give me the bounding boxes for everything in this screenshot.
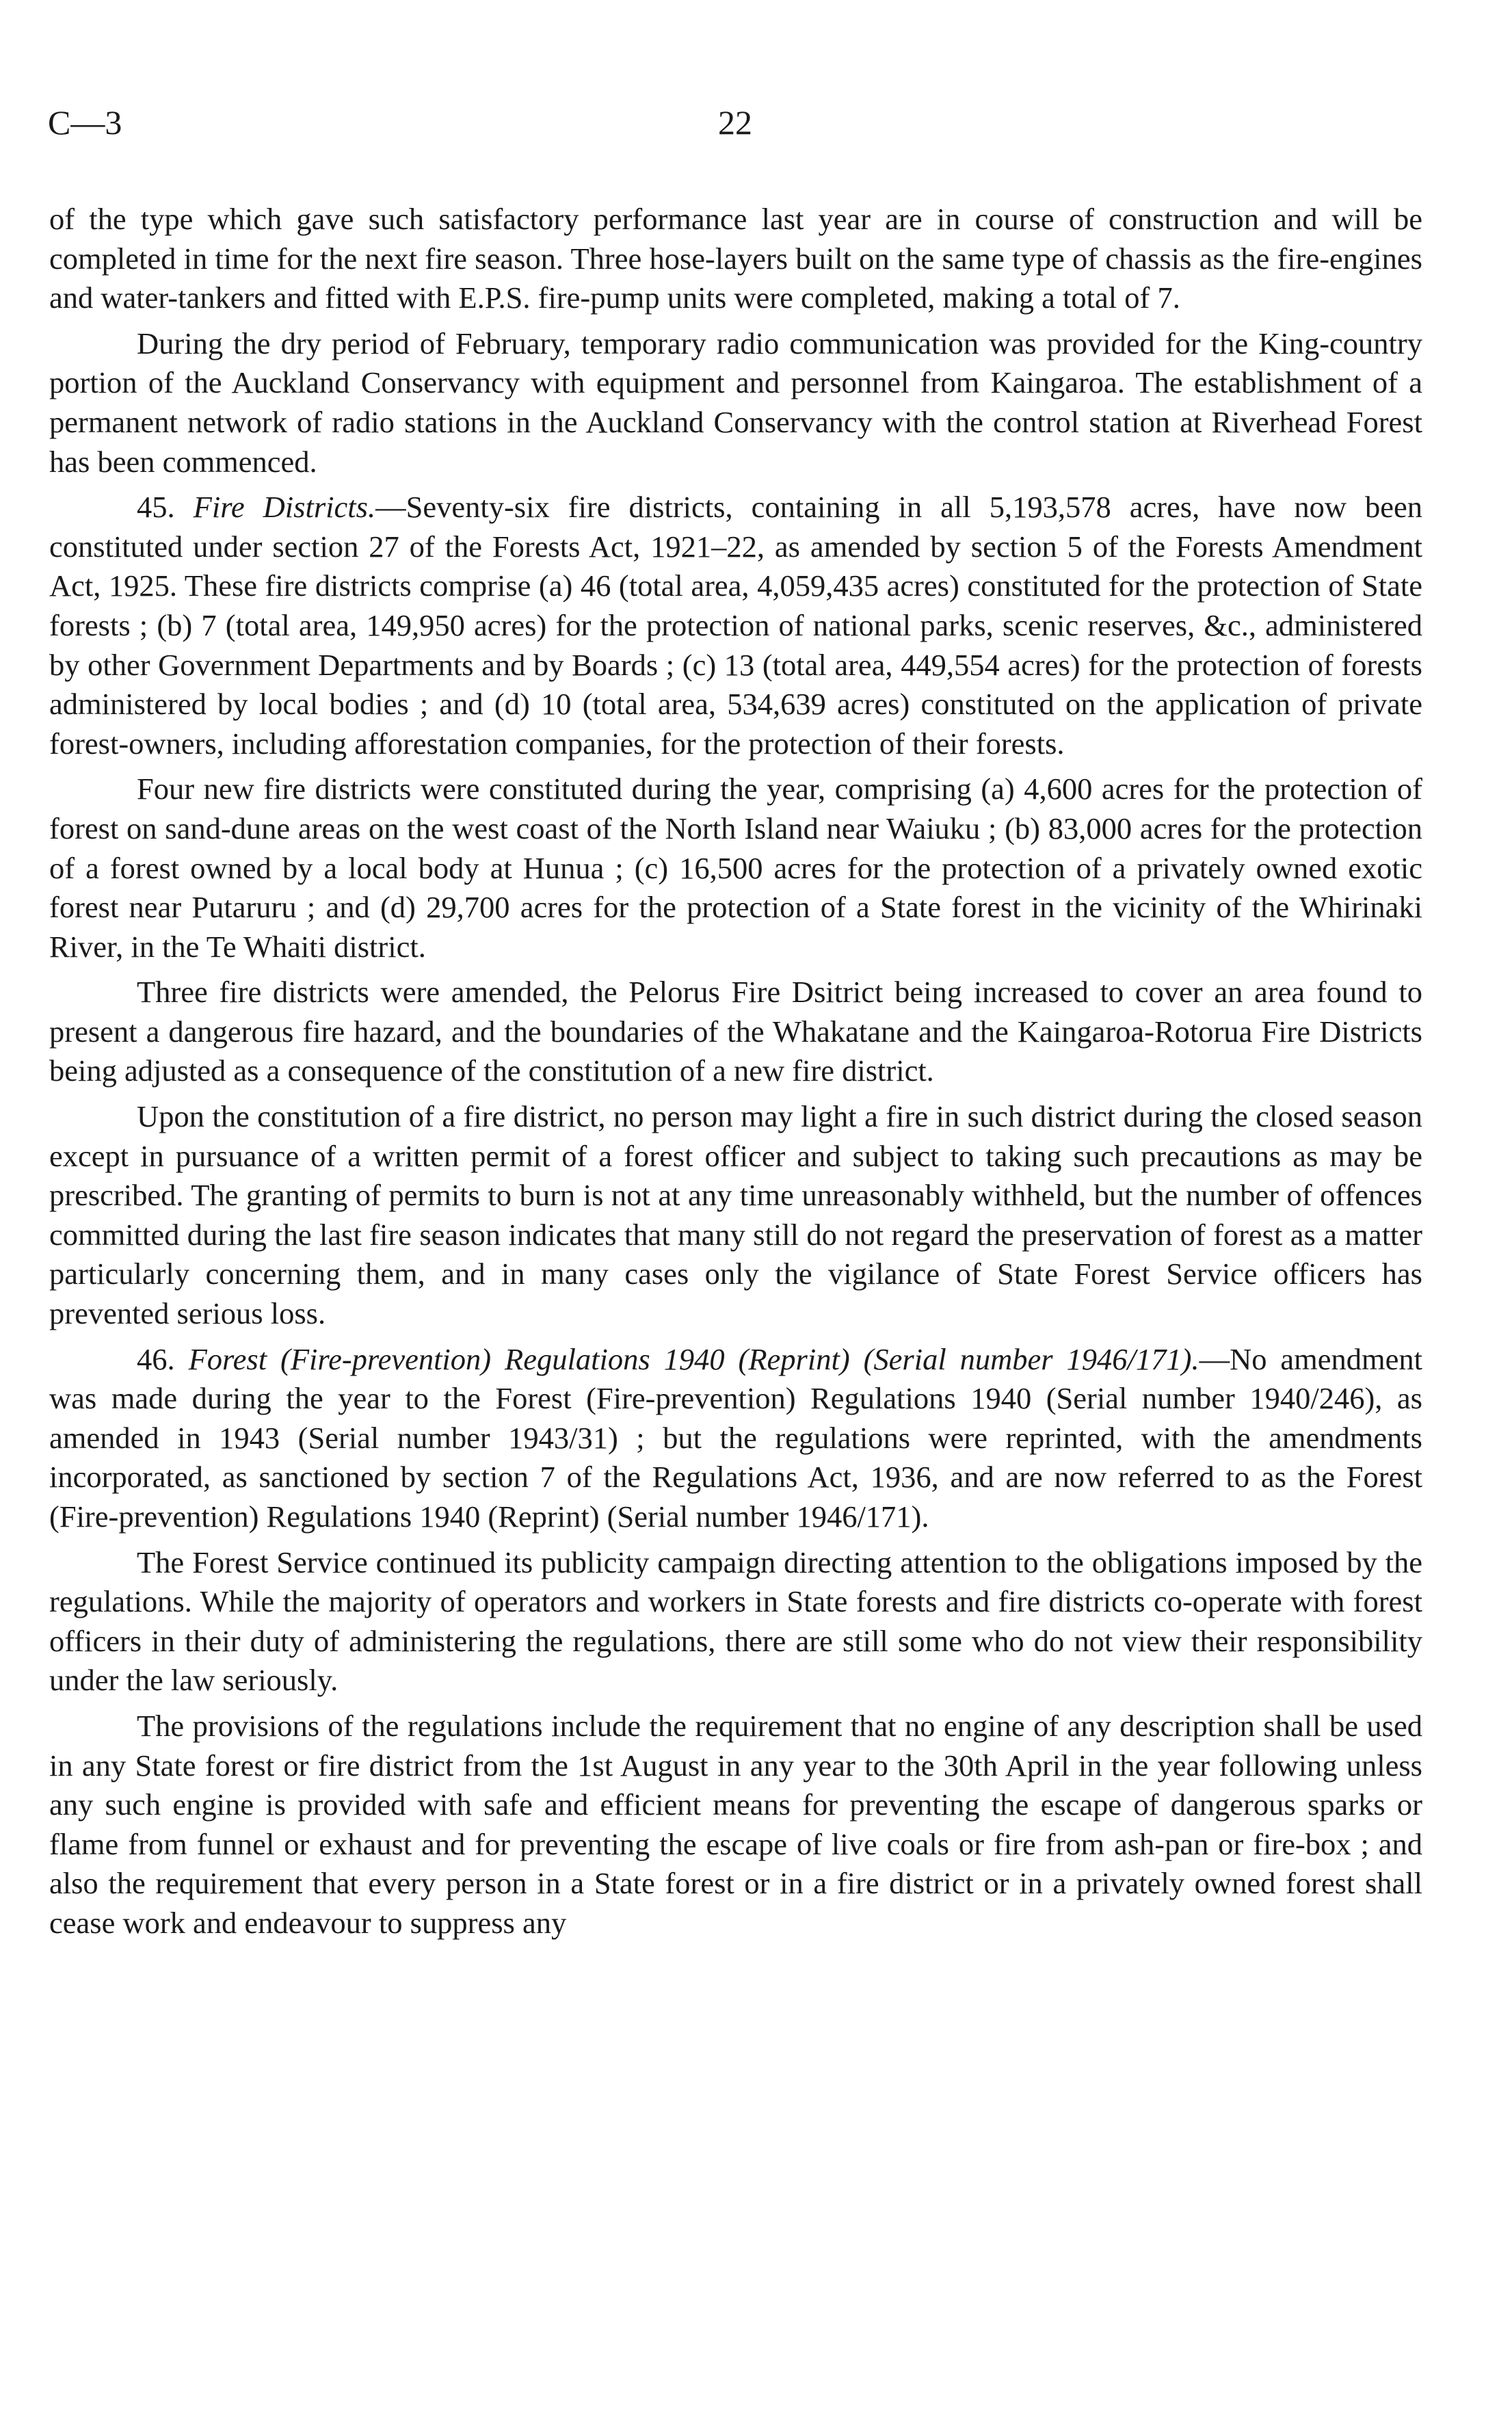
paragraph-permits: Upon the constitution of a fire district, no person may light a fire in such district during the closed season except in pursuance of a written permit of a forest officer and subject to taking such precautions as may be prescribed. The granting of permits to burn is not at any time unreasonably withheld, but the number of offences committed during the last fire season indicates that many still do not regard the preservation of forest as a matter particularly concerning them, and in many cases only the vigilance of State Forest Service officers has prevented serious loss.: [49, 1099, 1422, 1331]
paragraph-continuation: of the type which gave such satisfactory performance last year are in course of construction and will be completed in time for the next fire season. Three hose-layers built on the same type of chassis as the fire-engines and water-tankers and fitted with E.P.S. fire-pump units were completed, making a total of 7.: [49, 202, 1422, 315]
section-heading: Forest (Fire-prevention) Regulations 1940 (Reprint) (Serial number 1946/171).: [188, 1341, 1199, 1376]
section-45-fire-districts: [49, 488, 1422, 763]
page-number: 22: [718, 103, 752, 142]
page-header: [48, 103, 1422, 157]
paragraph-amended-districts: Three fire districts were amended, the Pelorus Fire Dsitrict being increased to cover an area found to present a dangerous fire hazard, and the boundaries of the Whakatane and the Kaingaroa-Rotorua Fire Districts being adjusted as a consequence of the constitution of a new fire district.: [49, 975, 1422, 1088]
section-text: —No amendment was made during the year to the Forest (Fire-prevention) Regulations 1940 (Serial number 1940/246), as amended in 1943 (Serial number 1943/31) ; but the regulations were reprinted, with the amendments incorporated, as sanctioned by section 7 of the Regulations Act, 1936, and are now referred to as the Forest (Fire-prevention) Regulations 1940 (Reprint) (Serial number 1946/171).: [49, 1341, 1423, 1534]
section-number: 45.: [137, 490, 175, 525]
section-number: 46.: [137, 1341, 175, 1376]
paragraph-publicity-campaign: The Forest Service continued its publicity campaign directing attention to the obligations imposed by the regulations. While the majority of operators and workers in State forests and fire districts co-operate with forest officers in their duty of administering the regulations, there are still some who do not view their responsibility under the law seriously.: [49, 1545, 1422, 1698]
section-46-regulations: [49, 1340, 1422, 1537]
paragraph-new-fire-districts: Four new fire districts were constituted during the year, comprising (a) 4,600 acres for the protection of forest on sand-dune areas on the west coast of the North Island near Waiuku ; (b) 83,000 acres for the protection of a forest owned by a local body at Hunua ; (c) 16,500 acres for the protection of a privately owned exotic forest near Putaruru ; and (d) 29,700 acres for the protection of a State forest in the vicinity of the Whirinaki River, in the Te Whaiti district.: [49, 772, 1422, 964]
report-reference: C—3: [48, 103, 122, 142]
paragraph-regulation-provisions: The provisions of the regulations include the requirement that no engine of any description shall be used in any State forest or fire district from the 1st August in any year to the 30th April in the year following unless any such engine is provided with safe and efficient means for preventing the escape of dangerous sparks or flame from funnel or exhaust and for preventing the escape of live coals or fire from ash-pan or fire-box ; and also the requirement that every person in a State forest or in a fire district or in a privately owned forest shall cease work and endeavour to suppress any: [49, 1708, 1422, 1940]
body-text: [49, 200, 1422, 1949]
section-heading: Fire Districts.: [193, 490, 376, 525]
paragraph-radio-communication: During the dry period of February, temporary radio communication was provided for the King-country portion of the Auckland Conservancy with equipment and personnel from Kaingaroa. The establishment of a permanent network of radio stations in the Auckland Conservancy with the control station at Riverhead Forest has been commenced.: [49, 326, 1422, 479]
section-text: —Seventy-six fire districts, containing in all 5,193,578 acres, have now been constituted under section 27 of the Forests Act, 1921–22, as amended by section 5 of the Forests Amendment Act, 1925. These fire districts comprise (a) 46 (total area, 4,059,435 acres) constituted for the protection of State forests ; (b) 7 (total area, 149,950 acres) for the protection of national parks, scenic reserves, &c., administered by other Government Departments and by Boards ; (c) 13 (total area, 449,554 acres) for the protection of forests administered by local bodies ; and (d) 10 (total area, 534,639 acres) constituted on the application of private forest-owners, including afforestation companies, for the protection of their forests.: [49, 490, 1423, 761]
